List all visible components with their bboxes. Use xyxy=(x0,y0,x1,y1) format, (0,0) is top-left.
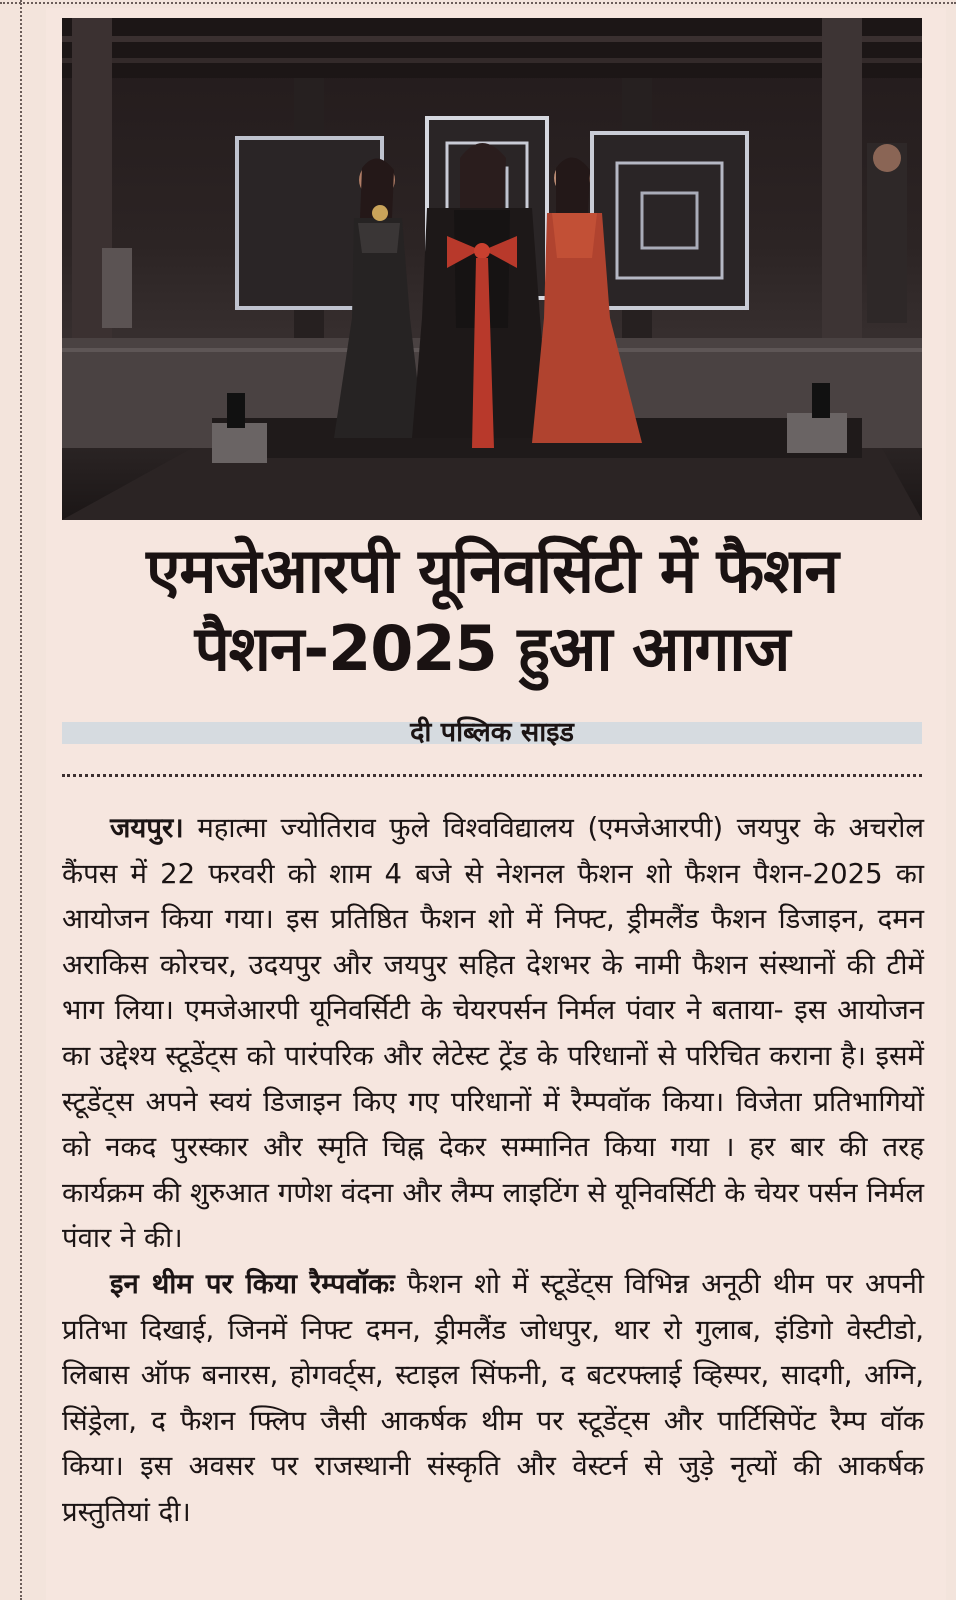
dotted-separator xyxy=(62,774,922,777)
news-photo xyxy=(62,18,922,520)
paragraph-1-text: महात्मा ज्योतिराव फुले विश्वविद्यालय (एमजेआरपी) जयपुर के अचरोल कैंपस में 22 फरवरी को शाम 4 बजे से नेशनल फैशन शो फैशन पैशन-2025 का आयोजन किया गया। इस प्रतिष्ठित फैशन शो में निफ्ट, ड्रीमलैंड फैशन डिजाइन, दमन अराकिस कोरचर, उदयपुर और जयपुर सहित देशभर के नामी फैशन संस्थानों की टीमें भाग लिया। एमजेआरपी यूनिवर्सिटी के चेयरपर्सन निर्मल पंवार ने बताया- इस आयोजन का उद्देश्य स्टूडेंट्स को पारंपरिक और लेटेस्ट ट्रेंड के परिधानों से परिचित कराना है। इसमें स्टूडेंट्स अपने स्वयं डिजाइन किए गए परिधानों में रैम्पवॉक किया। विजेता प्रतिभागियों को नकद पुरस्कार और स्मृति चिह्न देकर सम्मानित किया गया । हर बार की तरह कार्यक्रम की शुरुआत गणेश वंदना और लैम्प लाइटिंग से यूनिवर्सिटी के चेयर पर्सन निर्मल पंवार ने की। xyxy=(62,812,924,1255)
dateline: जयपुर। xyxy=(110,812,184,844)
paragraph-2 xyxy=(62,1262,924,1536)
byline: दी पब्लिक साइड xyxy=(410,717,574,748)
paragraph-1 xyxy=(62,806,924,1262)
paragraph-2-text: फैशन शो में स्टूडेंट्स विभिन्न अनूठी थीम पर अपनी प्रतिभा दिखाई, जिनमें निफ्ट दमन, ड्रीमलैंड जोधपुर, थार रो गुलाब, इंडिगो वेस्टीडो, लिबास ऑफ बनारस, होगवर्ट्स, स्टाइल सिंफनी, द बटरफ्लाई व्हिस्पर, सादगी, अग्नि, सिंड्रेला, द फैशन फ्लिप जैसी आकर्षक थीम पर स्टूडेंट्स और पार्टिसिपेंट रैम्प वॉक किया। इस अवसर पर राजस्थानी संस्कृति और वेस्टर्न से जुड़े नृत्यों की आकर्षक प्रस्तुतियां दी। xyxy=(62,1267,924,1528)
subheading-ramp-walk: इन थीम पर किया रैम्पवॉकः xyxy=(110,1267,395,1300)
headline-line-1: एमजेआरपी यूनिवर्सिटी में फैशन xyxy=(146,534,838,607)
headline-line-2: पैशन-2025 हुआ आगाज xyxy=(194,612,790,685)
left-dotted-border xyxy=(20,0,22,1600)
headline xyxy=(62,532,922,688)
photo-illustration xyxy=(62,18,922,520)
top-dotted-border xyxy=(0,2,956,4)
article-body xyxy=(62,806,924,1536)
